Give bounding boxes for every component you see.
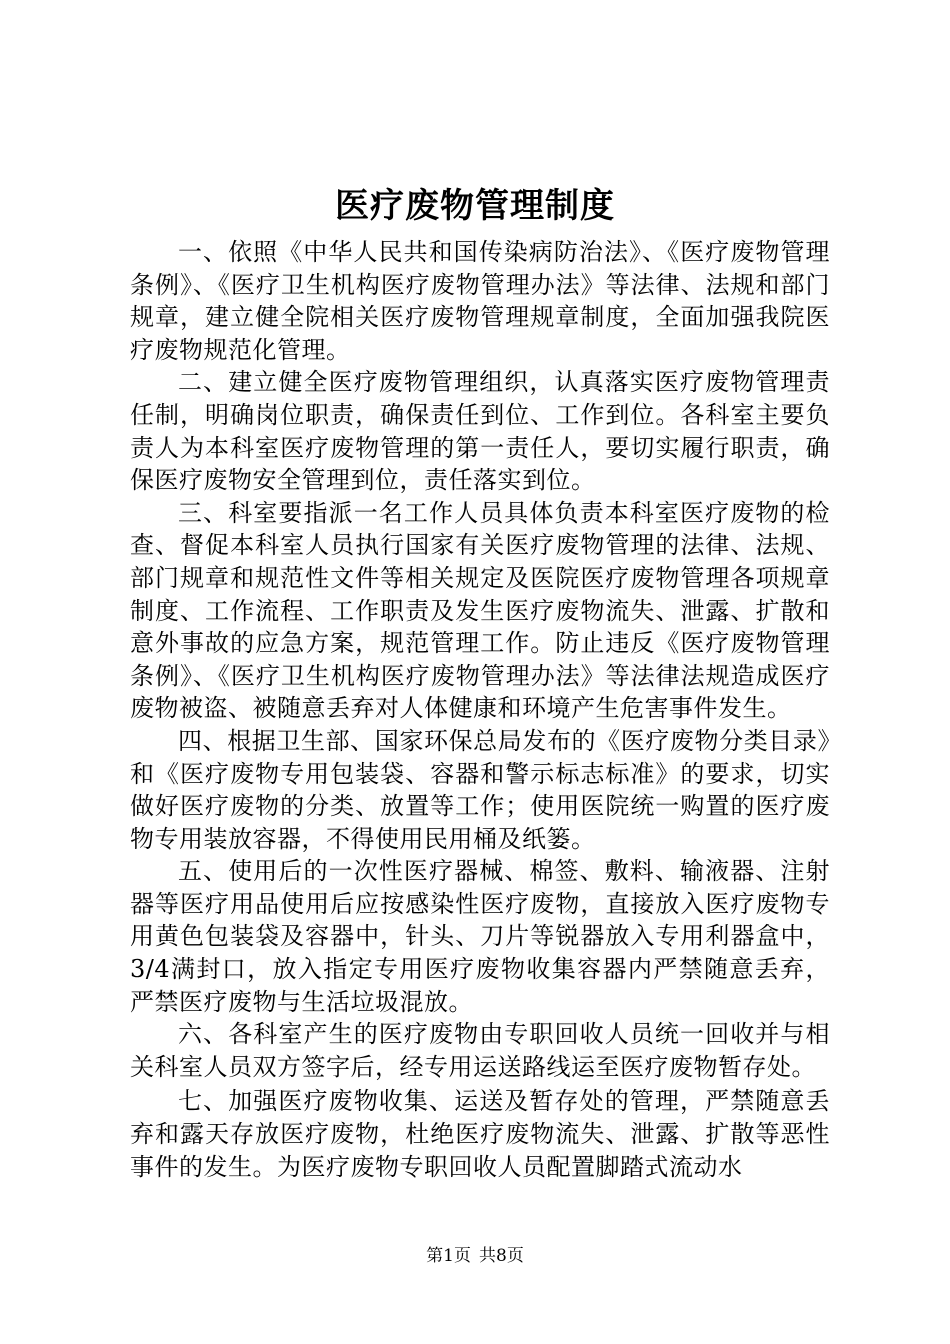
paragraph-1: 一、依照《中华人民共和国传染病防治法》、《医疗废物管理条例》、《医疗卫生机构医疗废物管理办法》等法律、法规和部门规章，建立健全院相关医疗废物管理规章制度，全面加强我院医疗废物规范化管理。 <box>130 238 830 364</box>
page-number: 第1页 <box>426 1246 471 1266</box>
paragraph-3: 三、科室要指派一名工作人员具体负责本科室医疗废物的检查、督促本科室人员执行国家有关医疗废物管理的法律、法规、部门规章和规范性文件等相关规定及医院医疗废物管理各项规章制度、工作流程、工作职责及发生医疗废物流失、泄露、扩散和意外事故的应急方案，规范管理工作。防止违反《医疗废物管理条例》、《医疗卫生机构医疗废物管理办法》等法律法规造成医疗废物被盗、被随意丢弃对人体健康和环境产生危害事件发生。 <box>130 498 830 723</box>
page-total: 共8页 <box>479 1246 524 1266</box>
paragraph-2: 二、建立健全医疗废物管理组织，认真落实医疗废物管理责任制，明确岗位职责，确保责任到位、工作到位。各科室主要负责人为本科室医疗废物管理的第一责任人，要切实履行职责，确保医疗废物安全管理到位，责任落实到位。 <box>130 368 830 495</box>
document-body <box>130 236 830 1183</box>
paragraph-7: 七、加强医疗废物收集、运送及暂存处的管理，严禁随意丢弃和露天存放医疗废物，杜绝医疗废物流失、泄露、扩散等恶性事件的发生。为医疗废物专职回收人员配置脚踏式流动水 <box>130 1087 830 1181</box>
document-title: 医疗废物管理制度 <box>335 186 615 226</box>
paragraph-4: 四、根据卫生部、国家环保总局发布的《医疗废物分类目录》和《医疗废物专用包装袋、容器和警示标志标准》的要求，切实做好医疗废物的分类、放置等工作；使用医院统一购置的医疗废物专用装放容器，不得使用民用桶及纸篓。 <box>130 726 830 853</box>
paragraph-6: 六、各科室产生的医疗废物由专职回收人员统一回收并与相关科室人员双方签字后，经专用运送路线运至医疗废物暂存处。 <box>130 1020 830 1081</box>
paragraph-5: 五、使用后的一次性医疗器械、棉签、敷料、输液器、注射器等医疗用品使用后应按感染性医疗废物，直接放入医疗废物专用黄色包装袋及容器中，针头、刀片等锐器放入专用利器盒中，3/4满封口，放入指定专用医疗废物收集容器内严禁随意丢弃，严禁医疗废物与生活垃圾混放。 <box>130 857 830 1016</box>
page-footer <box>0 1244 950 1268</box>
